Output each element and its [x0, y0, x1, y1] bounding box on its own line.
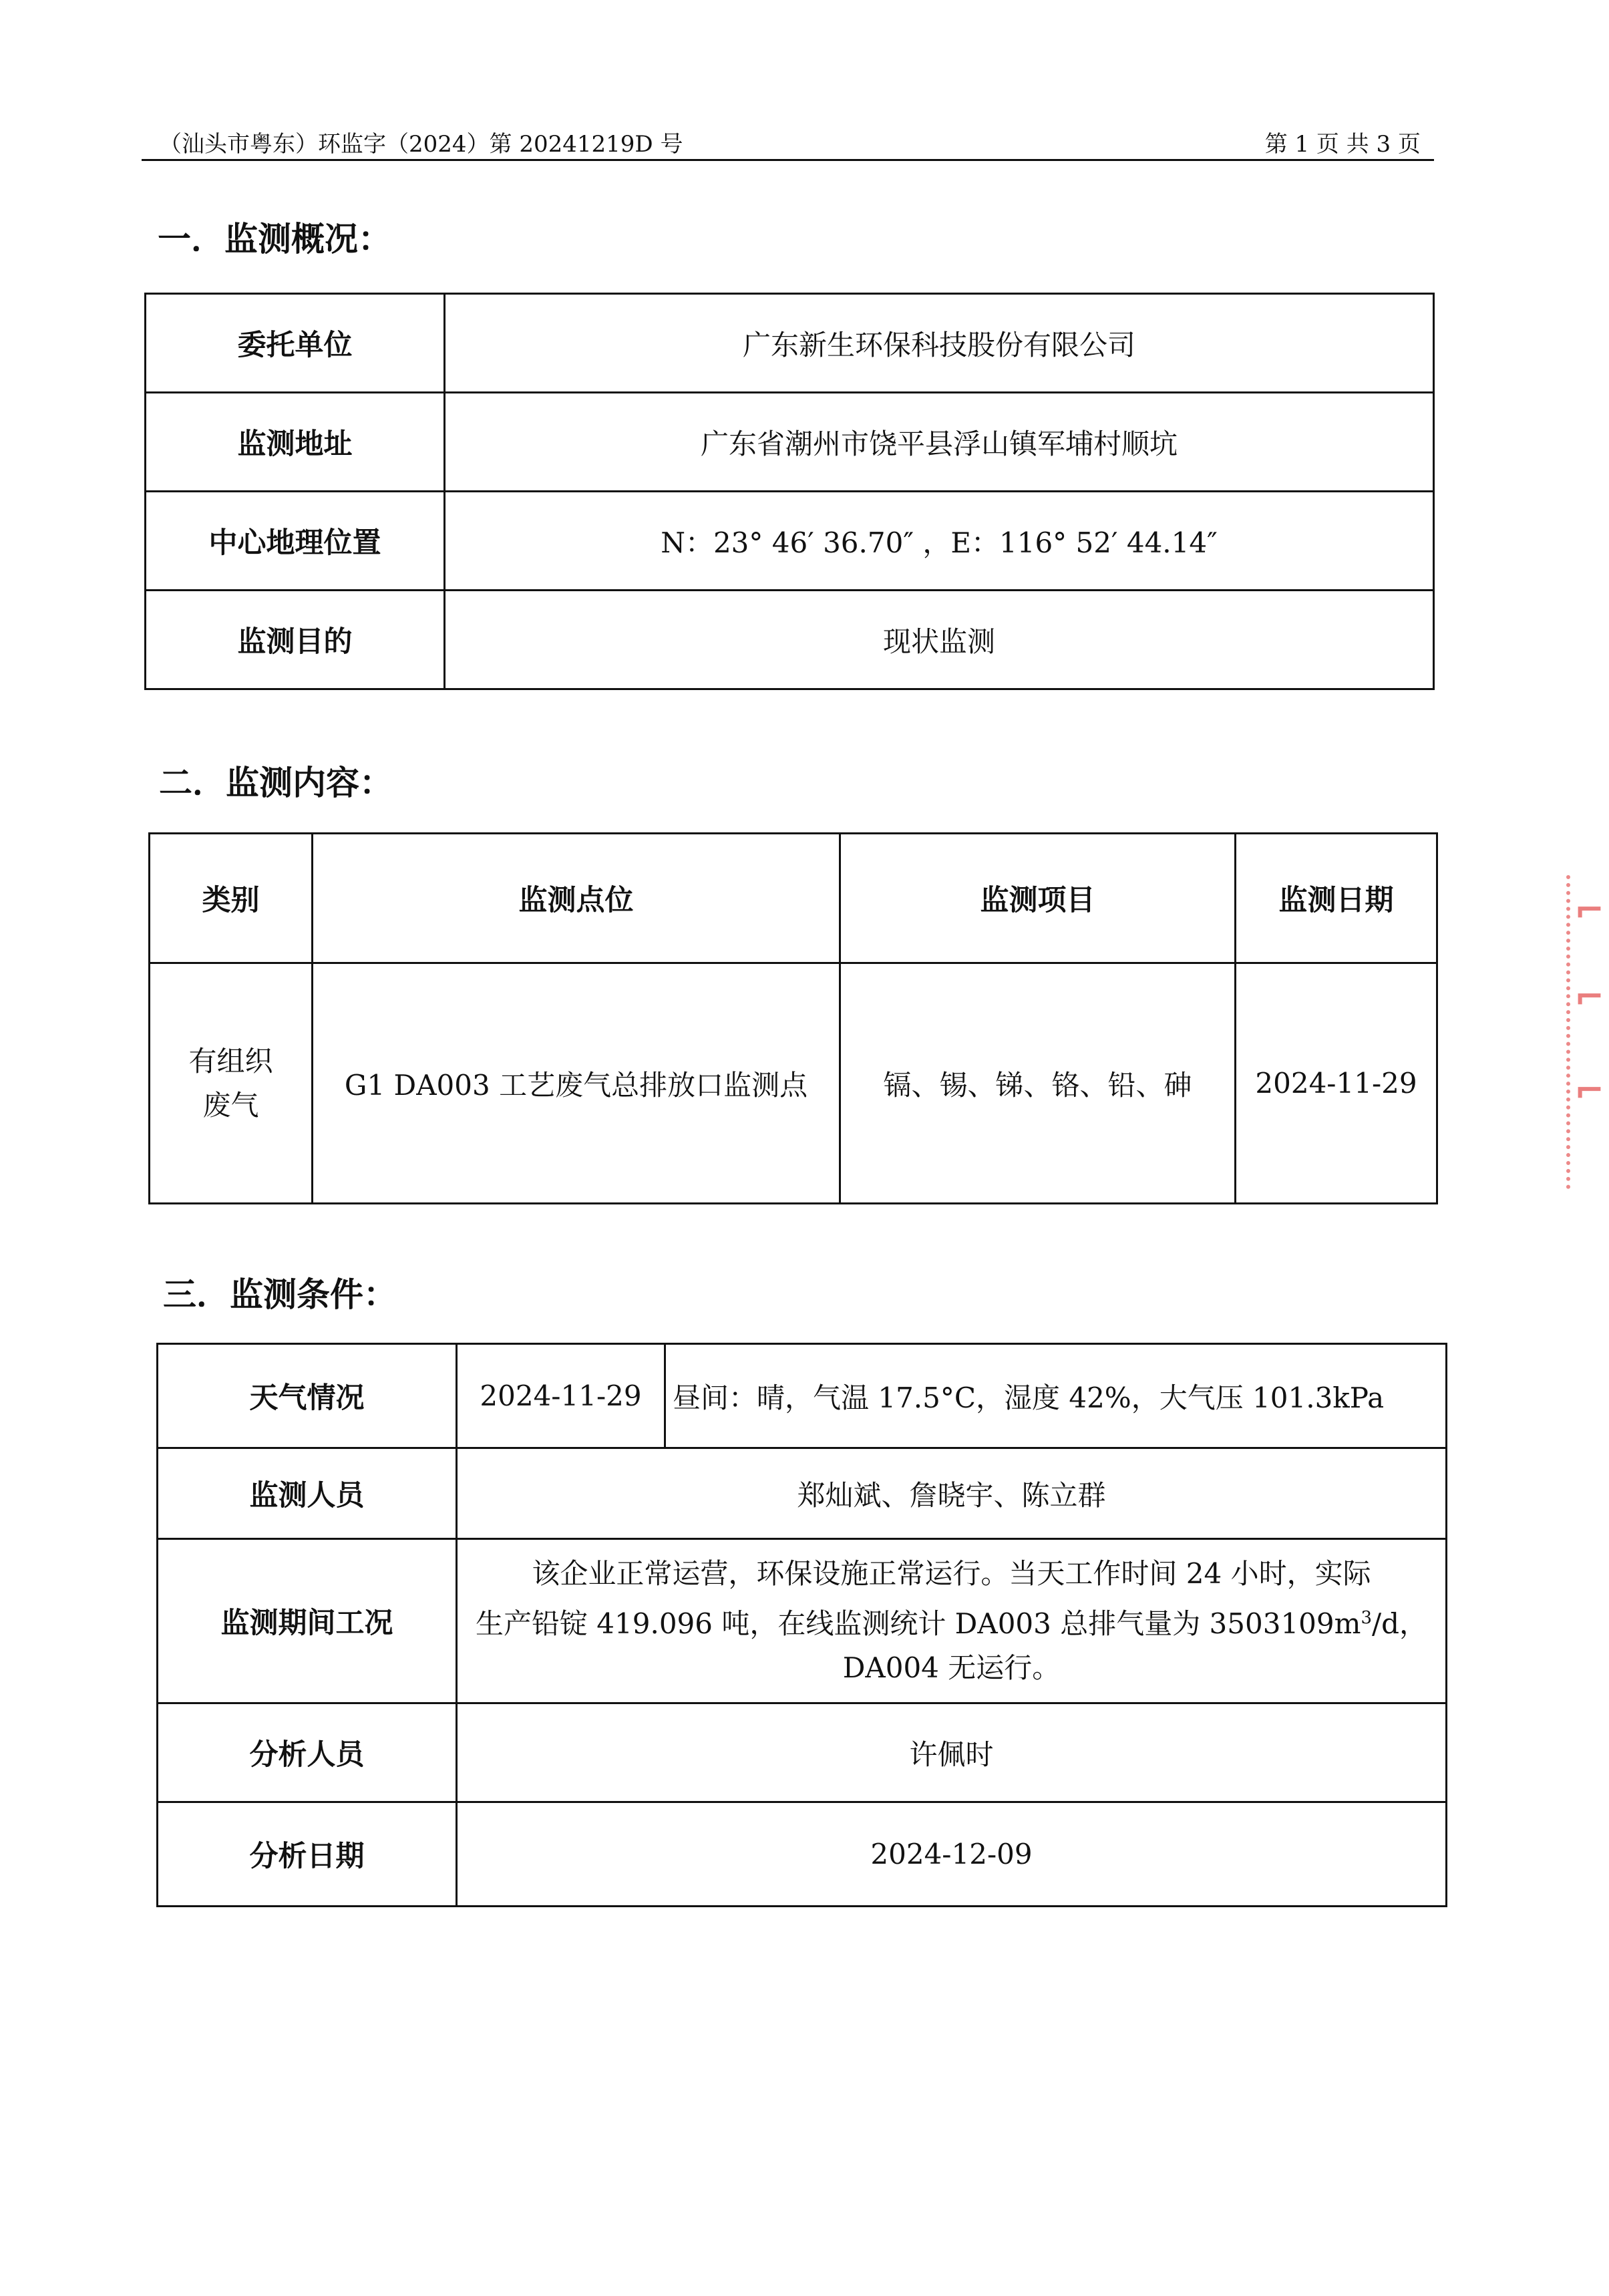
analysis-date-value: 2024-12-09 — [457, 1802, 1447, 1907]
analyst-row — [158, 1703, 1447, 1802]
header-point: 监测点位 — [313, 834, 840, 963]
condition-value — [457, 1539, 1447, 1703]
category-cell — [150, 963, 313, 1204]
content-header-row — [150, 834, 1437, 963]
header-category: 类别 — [150, 834, 313, 963]
location-value: N：23° 46′ 36.70″ ，E：116° 52′ 44.14″ — [445, 492, 1434, 591]
address-value: 广东省潮州市饶平县浮山镇军埔村顺坑 — [445, 393, 1434, 492]
condition-label: 监测期间工况 — [158, 1539, 457, 1703]
staff-label: 监测人员 — [158, 1448, 457, 1539]
staff-row — [158, 1448, 1447, 1539]
point-cell: G1 DA003 工艺废气总排放口监测点 — [313, 963, 840, 1204]
condition-row — [158, 1539, 1447, 1703]
stamp-mark: ⌐ — [1574, 1069, 1605, 1112]
purpose-value: 现状监测 — [445, 591, 1434, 689]
stamp-mark: ⌐ — [1574, 975, 1605, 1018]
seal-stamp-fragment — [1566, 875, 1609, 1189]
category-line1: 有组织 — [188, 1044, 273, 1078]
analysis-date-label: 分析日期 — [158, 1802, 457, 1907]
document-number: （汕头市粤东）环监字（2024）第 20241219D 号 — [159, 131, 683, 158]
condition-line2-pre: 生产铅锭 419.096 吨，在线监测统计 DA003 总排气量为 3503109m — [475, 1607, 1361, 1640]
items-cell: 镉、锡、锑、铬、铅、砷 — [840, 963, 1236, 1204]
client-value: 广东新生环保科技股份有限公司 — [445, 294, 1434, 393]
overview-table — [144, 293, 1435, 690]
content-table — [148, 832, 1438, 1204]
overview-row — [146, 294, 1434, 393]
overview-row — [146, 591, 1434, 689]
weather-date: 2024-11-29 — [457, 1344, 665, 1448]
condition-sup: 3 — [1361, 1608, 1372, 1628]
weather-label: 天气情况 — [158, 1344, 457, 1448]
weather-desc: 昼间：晴，气温 17.5°C，湿度 42%，大气压 101.3kPa — [665, 1344, 1447, 1448]
condition-line1: 该企业正常运营，环保设施正常运行。当天工作时间 24 小时，实际 — [532, 1557, 1371, 1590]
category-line2: 废气 — [202, 1088, 259, 1122]
purpose-label: 监测目的 — [146, 591, 445, 689]
analysis-date-row — [158, 1802, 1447, 1907]
address-label: 监测地址 — [146, 393, 445, 492]
client-label: 委托单位 — [146, 294, 445, 393]
analyst-value: 许佩时 — [457, 1703, 1447, 1802]
page-info: 第 1 页 共 3 页 — [1264, 131, 1421, 158]
staff-value: 郑灿斌、詹晓宇、陈立群 — [457, 1448, 1447, 1539]
condition-line2-post: /d， — [1371, 1607, 1428, 1640]
section3-title: 三．监测条件： — [163, 1275, 397, 1314]
overview-row — [146, 393, 1434, 492]
header-divider — [142, 159, 1434, 161]
condition-line3: DA004 无运行。 — [842, 1651, 1061, 1684]
location-label: 中心地理位置 — [146, 492, 445, 591]
header-date: 监测日期 — [1236, 834, 1437, 963]
header-items: 监测项目 — [840, 834, 1236, 963]
section2-title: 二．监测内容： — [159, 764, 393, 802]
weather-row — [158, 1344, 1447, 1448]
analyst-label: 分析人员 — [158, 1703, 457, 1802]
section1-title: 一．监测概况： — [158, 220, 391, 259]
stamp-mark: ⌐ — [1574, 888, 1605, 931]
content-row — [150, 963, 1437, 1204]
date-cell: 2024-11-29 — [1236, 963, 1437, 1204]
conditions-table — [156, 1343, 1447, 1907]
condition-line2 — [464, 1596, 1439, 1646]
overview-row — [146, 492, 1434, 591]
